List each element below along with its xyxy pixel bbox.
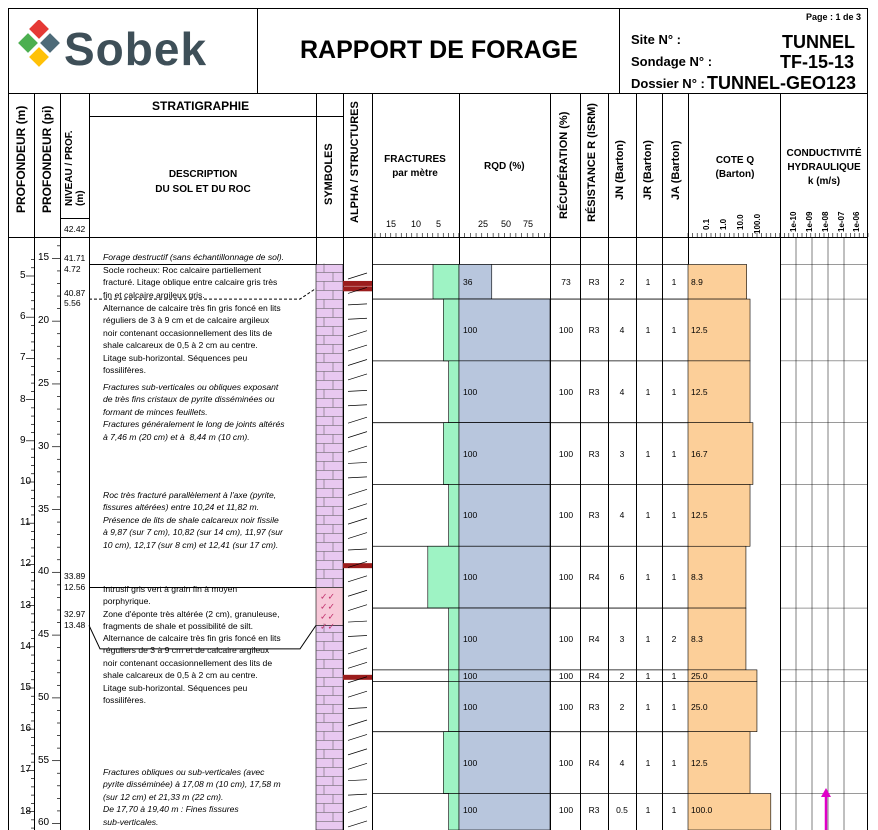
structure-mark: [348, 549, 367, 550]
structure-mark: [348, 533, 367, 539]
sondage-value: TF-15-13: [780, 52, 855, 72]
structure-mark: [348, 691, 367, 697]
run-jr-value: 1: [645, 701, 651, 712]
structure-mark: [348, 662, 367, 668]
run-q-value: 8.9: [691, 276, 703, 287]
structure-mark: [348, 318, 367, 319]
run-q-value: 12.5: [691, 324, 708, 335]
cond-tick: 1e-06: [852, 211, 861, 232]
run-r-value: R4: [588, 757, 600, 768]
run-ja-value: 2: [671, 633, 677, 644]
run-jn-value: 2: [619, 670, 625, 681]
structure-mark: [348, 576, 367, 582]
col-alpha: ALPHA / STRUCTURES: [349, 101, 361, 223]
structure-mark: [348, 590, 367, 596]
shale-band: [343, 675, 372, 680]
description-text: Alternance de calcaire très fin gris foncé en lits réguliers de 3 à 9 cm et de calcaire argileux noir contenant occasionnellement des lits de shale calcareux de 0,5 à 2 cm au centre. Litage sub-horizontal. Séquences peu fossilifères.: [103, 303, 281, 376]
run-jr-value: 1: [645, 572, 651, 583]
structure-mark: [348, 807, 367, 813]
run-r-value: R4: [588, 670, 600, 681]
description-text: Fractures obliques ou sub-verticales (avec pyrite disséminée) à 17,08 m (10 cm), 17,58 m (sur 12 cm) et 21,33 m (22 cm). De 17,70 à 19,40 m : Fines fissures sub-verticales.: [103, 767, 281, 827]
run-jn-value: 0.5: [616, 804, 628, 815]
structure-mark: [348, 477, 367, 478]
run-ja-value: 1: [671, 510, 677, 521]
run-ja-value: 1: [671, 276, 677, 287]
depth-m-label: 18: [20, 805, 32, 817]
structure-mark: [348, 821, 367, 827]
symbol-check: ✓✓: [320, 611, 336, 622]
structure-mark: [348, 489, 367, 495]
run-rec-value: 73: [561, 276, 571, 287]
structure-mark: [348, 605, 367, 611]
depth-ft-label: 35: [38, 503, 50, 515]
site-label: Site N° :: [631, 32, 681, 47]
run-rqd-value: 100: [463, 701, 478, 712]
run-rqd-value: 100: [463, 510, 478, 521]
shale-band: [343, 563, 372, 568]
conductivite-header-line2: HYDRAULIQUE: [787, 162, 861, 173]
run-rec-value: 100: [558, 510, 574, 521]
structure-mark: [348, 763, 367, 769]
col-prof-m: PROFONDEUR (m): [14, 105, 28, 213]
depth-m-label: 16: [20, 723, 32, 735]
cond-tick: 1e-08: [821, 211, 830, 232]
run-rqd-value: 100: [463, 757, 478, 768]
run-jn-value: 4: [619, 757, 625, 768]
fracture-bar: [449, 670, 459, 682]
structure-mark: [348, 405, 367, 406]
fracture-bar: [449, 793, 459, 830]
run-r-value: R4: [588, 572, 600, 583]
depth-ft-label: 60: [38, 817, 50, 829]
run-ja-value: 1: [671, 804, 677, 815]
run-q-value: 16.7: [691, 448, 708, 459]
depth-m-label: 6: [20, 311, 26, 323]
run-rqd-value: 100: [463, 633, 478, 644]
run-r-value: R4: [588, 633, 600, 644]
depth-m-label: 9: [20, 434, 26, 446]
fracture-bar: [443, 423, 459, 485]
fractures-header-line1: FRACTURES: [384, 154, 446, 165]
structure-mark: [348, 794, 367, 795]
depth-ft-label: 30: [38, 440, 50, 452]
run-jn-value: 4: [619, 510, 625, 521]
structure-mark: [348, 374, 367, 380]
run-jn-value: 4: [619, 386, 625, 397]
description-text: Alternance de calcaire très fin gris foncé en lits réguliers de 3 à 9 cm et de calcaire argileux noir contenant occasionnellement des lits de shale calcareux de 0,5 à 2 cm au centre. Litage sub-horizontal. Séquences peu fossilifères.: [103, 633, 281, 706]
frac-tick: 10: [411, 219, 422, 229]
run-q-value: 100.0: [691, 804, 713, 815]
col-niveau: NIVEAU / PROF. (m): [64, 130, 86, 206]
fracture-bar: [449, 608, 459, 670]
run-rec-value: 100: [558, 670, 574, 681]
col-recuperation: RÉCUPÉRATION (%): [558, 111, 570, 219]
structure-mark: [348, 390, 367, 391]
run-rec-value: 100: [558, 701, 574, 712]
coteq-tick: 0.1: [702, 218, 711, 230]
niveau-depth: 12.56: [64, 582, 86, 592]
conductivite-header-line3: k (m/s): [807, 176, 841, 187]
run-jn-value: 2: [619, 701, 625, 712]
structure-mark: [348, 504, 367, 510]
conductivite-header-line1: CONDUCTIVITÉ: [786, 148, 862, 159]
niveau-depth: 13.48: [64, 620, 86, 630]
run-r-value: R3: [588, 386, 600, 397]
site-value: TUNNEL: [782, 32, 855, 52]
niveau-elev: 40.87: [64, 288, 86, 298]
niveau-depth: 4.72: [64, 264, 81, 274]
run-q-value: 8.3: [691, 572, 703, 583]
structure-mark: [348, 648, 367, 654]
depth-m-label: 12: [20, 558, 32, 570]
depth-ft-label: 40: [38, 566, 50, 578]
coteq-header-line2: (Barton): [715, 169, 755, 180]
report-title: RAPPORT DE FORAGE: [300, 36, 578, 64]
depth-m-label: 13: [20, 599, 32, 611]
description-text: Fractures sub-verticales ou obliques exposant de très fins cristaux de pyrite disséminées ou formant de minces feuillets. Fractures généralement le long de joints altérés à 7,46 m (20 cm) et à 8,44 m (10 cm).: [103, 382, 285, 442]
frac-tick: 5: [436, 219, 442, 229]
run-q-value: 12.5: [691, 510, 708, 521]
niveau-elev: 32.97: [64, 609, 86, 619]
depth-m-label: 15: [20, 682, 32, 693]
depth-m-label: 5: [20, 270, 26, 281]
sondage-label: Sondage N° :: [631, 54, 713, 69]
run-jr-value: 1: [645, 804, 651, 815]
page-indicator: Page : 1 de 3: [806, 12, 862, 22]
run-rqd-value: 100: [463, 448, 478, 459]
run-q-value: 12.5: [691, 386, 708, 397]
run-jr-value: 1: [645, 448, 651, 459]
col-jr: JR (Barton): [642, 140, 654, 200]
symbol-check: ✓✓: [320, 601, 336, 612]
run-rec-value: 100: [558, 757, 574, 768]
structure-mark: [348, 446, 367, 452]
fracture-bar: [433, 264, 459, 299]
depth-m-label: 11: [20, 517, 31, 529]
depth-m-label: 17: [20, 764, 32, 776]
structure-mark: [348, 462, 367, 463]
col-symboles: SYMBOLES: [323, 143, 335, 205]
run-rec-value: 100: [558, 324, 574, 335]
col-resistance: RÉSISTANCE R (ISRM): [586, 103, 598, 222]
niveau-elev: 41.71: [64, 253, 86, 263]
logo-text: Sobek: [64, 23, 208, 75]
run-ja-value: 1: [671, 448, 677, 459]
run-jr-value: 1: [645, 386, 651, 397]
run-rec-value: 100: [558, 386, 574, 397]
symbol-limestone: [316, 264, 343, 587]
coteq-tick: 100.0: [753, 213, 762, 234]
structure-mark: [348, 621, 367, 622]
cond-tick: 1e-09: [805, 211, 814, 232]
description-text: Forage destructif (sans échantillonnage de sol).: [103, 252, 285, 262]
depth-ft-label: 15: [38, 252, 50, 264]
fracture-bar: [449, 361, 459, 423]
structure-mark: [348, 273, 367, 279]
depth-ft-label: 25: [38, 377, 50, 389]
dossier-label: Dossier N° :: [631, 76, 705, 91]
structure-mark: [348, 518, 367, 524]
run-rqd-value: 100: [463, 572, 478, 583]
depth-ft-label: 50: [38, 691, 50, 703]
fracture-bar: [449, 681, 459, 731]
run-r-value: R3: [588, 448, 600, 459]
run-jr-value: 1: [645, 633, 651, 644]
run-q-value: 25.0: [691, 670, 708, 681]
structure-mark: [348, 417, 367, 423]
run-rqd-value: 36: [463, 276, 473, 287]
run-rqd-value: 100: [463, 386, 478, 397]
fracture-bar: [428, 546, 459, 608]
description-header-line1: DESCRIPTION: [168, 169, 238, 180]
fracture-bar: [443, 299, 459, 361]
frac-tick: 15: [386, 219, 397, 229]
depth-ft-label: 55: [38, 754, 50, 766]
structure-mark: [348, 734, 367, 740]
run-jr-value: 1: [645, 757, 651, 768]
rqd-tick: 50: [501, 219, 512, 229]
run-ja-value: 1: [671, 670, 677, 681]
description-text: Roc très fracturé parallèlement à l'axe (pyrite, fissures altérées) entre 10,24 et 11,82 m. Présence de lits de shale calcareux noir fissile à 9,87 (sur 7 cm), 10,82 (sur 14 cm), 11,97 (sur 10 cm), 12,17 (sur 8 cm) et 12,41 (sur 17 cm).: [103, 490, 283, 550]
run-rec-value: 100: [558, 804, 574, 815]
description-text: Intrusif gris vert à grain fin à moyen porphyrique. Zone d'éponte très altérée (2 cm), granuleuse, fragments de shale et possibilité de silt.: [103, 584, 280, 632]
run-ja-value: 1: [671, 572, 677, 583]
run-ja-value: 1: [671, 386, 677, 397]
depth-m-label: 14: [20, 640, 32, 652]
niveau-depth: 5.56: [64, 298, 81, 308]
run-r-value: R3: [588, 276, 600, 287]
col-prof-pi: PROFONDEUR (pi): [40, 105, 54, 213]
depth-ft-label: 20: [38, 315, 50, 327]
run-jn-value: 6: [619, 572, 625, 583]
structure-mark: [348, 331, 367, 337]
structure-mark: [348, 780, 367, 781]
run-q-value: 25.0: [691, 701, 708, 712]
run-rqd-value: 100: [463, 324, 478, 335]
run-r-value: R3: [588, 510, 600, 521]
depth-m-label: 7: [20, 352, 26, 364]
symbol-limestone: [316, 625, 343, 830]
rqd-tick: 75: [523, 219, 534, 229]
stratigraphie-header: STRATIGRAPHIE: [152, 99, 250, 113]
run-rec-value: 100: [558, 572, 574, 583]
conductivity-arrow-head: [821, 788, 831, 797]
description-header-line2: DU SOL ET DU ROC: [155, 184, 251, 195]
run-q-value: 12.5: [691, 757, 708, 768]
run-jr-value: 1: [645, 670, 651, 681]
run-jn-value: 3: [619, 633, 625, 644]
run-rec-value: 100: [558, 448, 574, 459]
cond-tick: 1e-10: [789, 211, 798, 232]
fracture-bar: [449, 484, 459, 546]
depth-ft-label: 45: [38, 629, 50, 641]
run-jn-value: 2: [619, 276, 625, 287]
symbol-check: ✓✓: [320, 591, 336, 602]
niveau-top: 42.42: [64, 224, 86, 234]
run-r-value: R3: [588, 324, 600, 335]
run-rec-value: 100: [558, 633, 574, 644]
structure-mark: [348, 360, 367, 366]
coteq-tick: 1.0: [719, 218, 728, 230]
symbol-check: ✓✓: [320, 621, 336, 632]
run-rqd-value: 100: [463, 670, 478, 681]
coteq-tick: 10.0: [736, 214, 745, 230]
description-text: Socle rocheux: Roc calcaire partiellement fracturé. Litage oblique entre calcaire gris très fin et calcaire argileux gris.: [103, 265, 278, 300]
structure-mark: [348, 708, 367, 709]
col-jn: JN (Barton): [614, 140, 626, 200]
run-ja-value: 1: [671, 701, 677, 712]
run-jn-value: 4: [619, 324, 625, 335]
structure-mark: [348, 720, 367, 726]
run-ja-value: 1: [671, 757, 677, 768]
structure-mark: [348, 345, 367, 351]
rqd-tick: 25: [478, 219, 489, 229]
structure-mark: [348, 636, 367, 637]
run-jr-value: 1: [645, 510, 651, 521]
cond-tick: 1e-07: [837, 211, 846, 232]
run-ja-value: 1: [671, 324, 677, 335]
depth-m-label: 8: [20, 393, 26, 405]
fractures-header-line2: par mètre: [392, 168, 438, 179]
depth-m-label: 10: [20, 476, 32, 487]
structure-mark: [348, 304, 367, 305]
run-r-value: R3: [588, 804, 600, 815]
run-jr-value: 1: [645, 276, 651, 287]
dossier-value: TUNNEL-GEO123: [707, 73, 857, 93]
run-rqd-value: 100: [463, 804, 478, 815]
fracture-bar: [443, 732, 459, 794]
coteq-header-line1: COTE Q: [715, 155, 755, 166]
col-ja: JA (Barton): [670, 140, 682, 200]
structure-mark: [348, 432, 367, 438]
shale-band: [343, 281, 372, 286]
run-jn-value: 3: [619, 448, 625, 459]
structure-mark: [348, 749, 367, 755]
rqd-header: RQD (%): [484, 161, 525, 172]
niveau-elev: 33.89: [64, 571, 86, 581]
run-jr-value: 1: [645, 324, 651, 335]
run-q-value: 8.3: [691, 633, 703, 644]
run-r-value: R3: [588, 701, 600, 712]
